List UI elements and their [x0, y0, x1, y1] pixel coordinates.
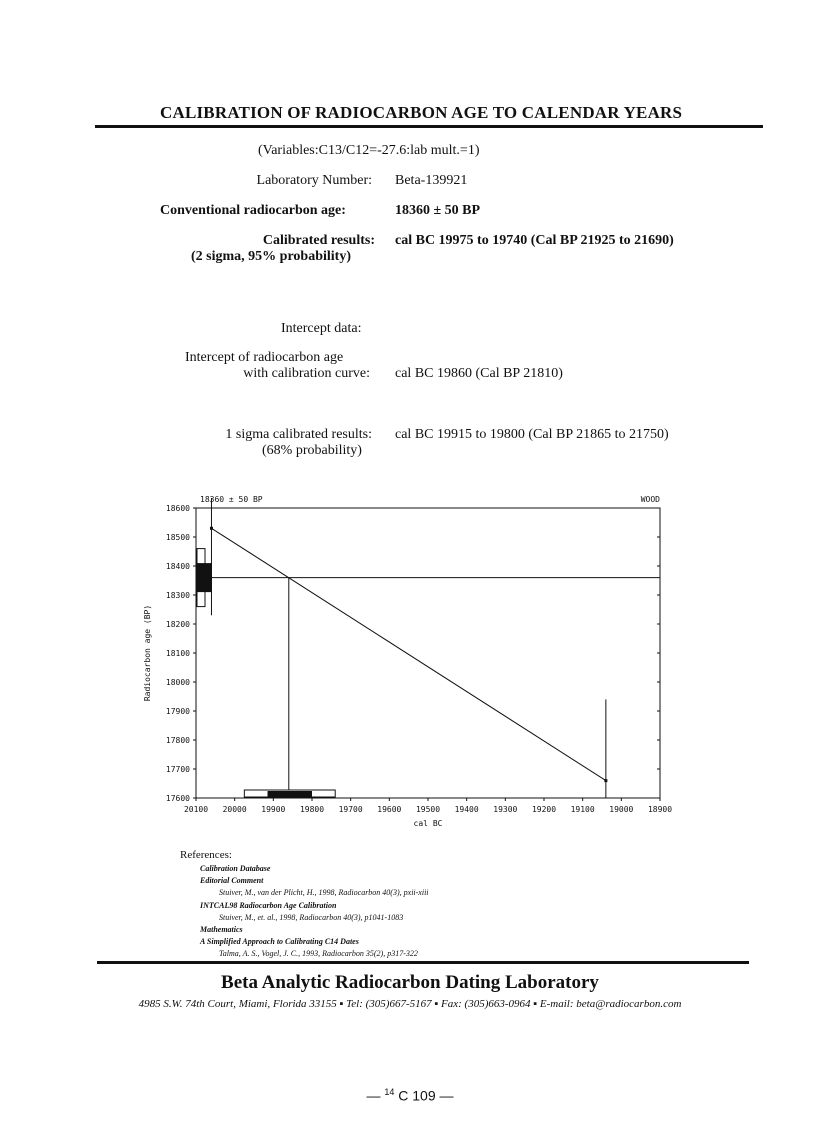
page-number-label: C 109 — [398, 1087, 436, 1104]
y-tick-label: 18100 — [165, 649, 190, 658]
x-tick-label: 19500 — [415, 805, 441, 814]
x-tick-label: 19000 — [609, 805, 634, 814]
y-tick-label: 18000 — [165, 678, 190, 687]
x-tick-label: 19100 — [570, 805, 595, 814]
x-tick-label: 19600 — [377, 805, 402, 814]
intercept-label-1: Intercept of radiocarbon age — [185, 350, 344, 365]
x-tick-label: 19900 — [261, 805, 286, 814]
calibration-curve — [211, 528, 605, 780]
conventional-age-value: 18360 ± 50 BP — [395, 203, 481, 218]
y-tick-label: 18400 — [165, 562, 190, 571]
calibrated-sublabel: (2 sigma, 95% probability) — [191, 249, 351, 264]
page-number: — $^{14}$ C 109 — — [366, 1087, 454, 1104]
reference-item: Mathematics — [200, 925, 243, 934]
intercept-heading: Intercept data: — [281, 321, 362, 336]
reference-item: A Simplified Approach to Calibrating C14 Dates — [200, 937, 359, 947]
chart-title: 18360 ± 50 BP — [200, 495, 263, 504]
intercept-label-2: with calibration curve: — [243, 366, 370, 381]
x-tick-label: 19200 — [531, 805, 557, 814]
page-number-sup: 14 — [384, 1087, 395, 1097]
reference-item: Stuiver, M., et. al., 1998, Radiocarbon 40(3), p1041-1083 — [219, 912, 404, 922]
variables-line: (Variables:C13/C12=-27.6:lab mult.=1) — [258, 143, 480, 158]
lab-number-value: Beta-139921 — [395, 173, 468, 188]
reference-item: Stuiver, M., van der Plicht, H., 1998, Radiocarbon 40(3), pxii-xiii — [219, 888, 429, 898]
x-tick-label: 18900 — [647, 805, 673, 814]
calibration-chart — [130, 488, 690, 833]
lab-number-label: Laboratory Number: — [256, 173, 372, 188]
calibrated-value: cal BC 19975 to 19740 (Cal BP 21925 to 21690) — [395, 233, 674, 248]
x-tick-label: 19400 — [454, 805, 479, 814]
y-tick-label: 18200 — [165, 620, 190, 629]
x-tick-label: 20000 — [222, 805, 247, 814]
reference-item: Calibration Database — [200, 864, 271, 873]
reference-item: Editorial Comment — [200, 876, 264, 886]
footer-rule — [97, 961, 749, 964]
one-sigma-label: 1 sigma calibrated results: — [225, 427, 372, 442]
chart-corner-label: WOOD — [640, 495, 660, 504]
y-tick-label: 17600 — [165, 794, 190, 803]
y-tick-label: 18500 — [165, 533, 190, 542]
page-title: CALIBRATION OF RADIOCARBON AGE TO CALENDAR YEARS — [160, 103, 683, 122]
y-tick-label: 17800 — [165, 736, 190, 745]
calibrated-label: Calibrated results: — [262, 233, 375, 248]
y-axis-label: Radiocarbon age (BP) — [143, 604, 152, 702]
one-sigma-sublabel: (68% probability) — [262, 443, 362, 458]
reference-item: Talma, A. S., Vogel, J. C., 1993, Radiocarbon 35(2), p317-322 — [219, 949, 418, 959]
x-tick-label: 19700 — [338, 805, 363, 814]
conventional-age-label: Conventional radiocarbon age: — [160, 203, 346, 218]
y-tick-label: 18300 — [165, 591, 190, 600]
measured-1sigma-box — [197, 563, 212, 592]
y-tick-label: 18600 — [165, 504, 190, 513]
lab-name: Beta Analytic Radiocarbon Dating Laboratory — [221, 972, 599, 993]
y-tick-label: 17900 — [165, 707, 190, 716]
x-tick-label: 20100 — [183, 805, 209, 814]
intercept-value: cal BC 19860 (Cal BP 21810) — [395, 366, 563, 381]
lab-address: 4985 S.W. 74th Court, Miami, Florida 33155 ▪ Tel: (305)667-5167 ▪ Fax: (305)663-0964 ▪ E-mail: beta@radiocarbon.com — [138, 998, 682, 1010]
references-heading: References: — [180, 849, 232, 861]
x-axis-label: cal BC — [413, 819, 443, 828]
y-tick-label: 17700 — [165, 765, 190, 774]
title-rule — [95, 125, 763, 128]
x-tick-label: 19800 — [299, 805, 325, 814]
x-tick-label: 19300 — [493, 805, 518, 814]
reference-item: INTCAL98 Radiocarbon Age Calibration — [200, 900, 337, 910]
plot-frame — [196, 508, 660, 798]
cal-1sigma-box — [268, 791, 312, 797]
one-sigma-value: cal BC 19915 to 19800 (Cal BP 21865 to 21750) — [395, 427, 669, 442]
